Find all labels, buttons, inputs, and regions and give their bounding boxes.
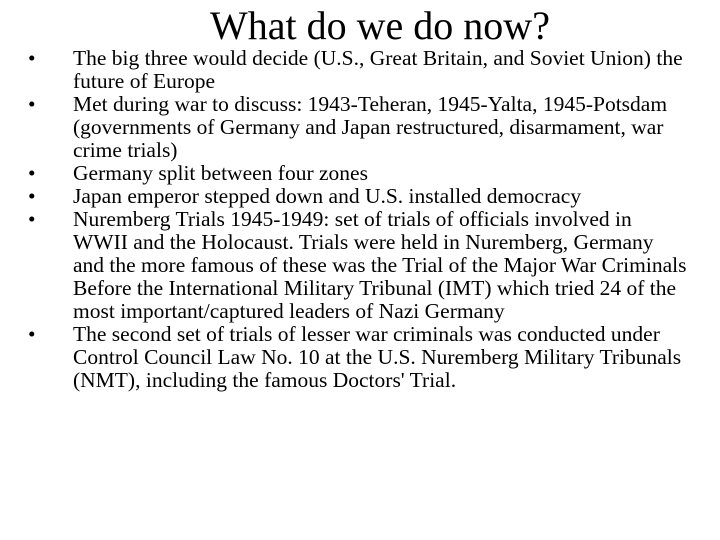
bullet-item: [28, 47, 688, 93]
bullet-marker: •: [28, 161, 36, 185]
bullet-marker: •: [28, 322, 36, 346]
bullet-text: Met during war to discuss: 1943-Teheran, 1945-Yalta, 1945-Potsdam (governments of Germany and Japan restructured, disarmament, war crime trials): [73, 92, 668, 162]
slide-title: What do we do now?: [210, 3, 550, 48]
bullet-marker: •: [28, 46, 36, 70]
bullet-item: [28, 93, 688, 162]
bullet-item: [28, 208, 688, 323]
bullet-text: Nuremberg Trials 1945-1949: set of trials of officials involved in WWII and the Holocaust. Trials were held in Nuremberg, Germany and the more famous of these was the Trial of the Major War Criminals Before the International Military Tribunal (IMT) which tried 24 of the most important/captured leaders of Nazi Germany: [73, 207, 687, 323]
bullet-marker: •: [28, 184, 36, 208]
bullet-list: [28, 47, 688, 392]
bullet-text: Germany split between four zones: [73, 161, 368, 185]
bullet-marker: •: [28, 92, 36, 116]
bullet-marker: •: [28, 207, 36, 231]
bullet-text: The big three would decide (U.S., Great Britain, and Soviet Union) the future of Europe: [73, 46, 683, 93]
bullet-item: [28, 323, 688, 392]
bullet-text: Japan emperor stepped down and U.S. installed democracy: [73, 184, 582, 208]
bullet-item: [28, 185, 688, 208]
bullet-item: [28, 162, 688, 185]
bullet-text: The second set of trials of lesser war criminals was conducted under Control Council Law No. 10 at the U.S. Nuremberg Military Tribunals (NMT), including the famous Doctors' Trial.: [73, 322, 682, 392]
